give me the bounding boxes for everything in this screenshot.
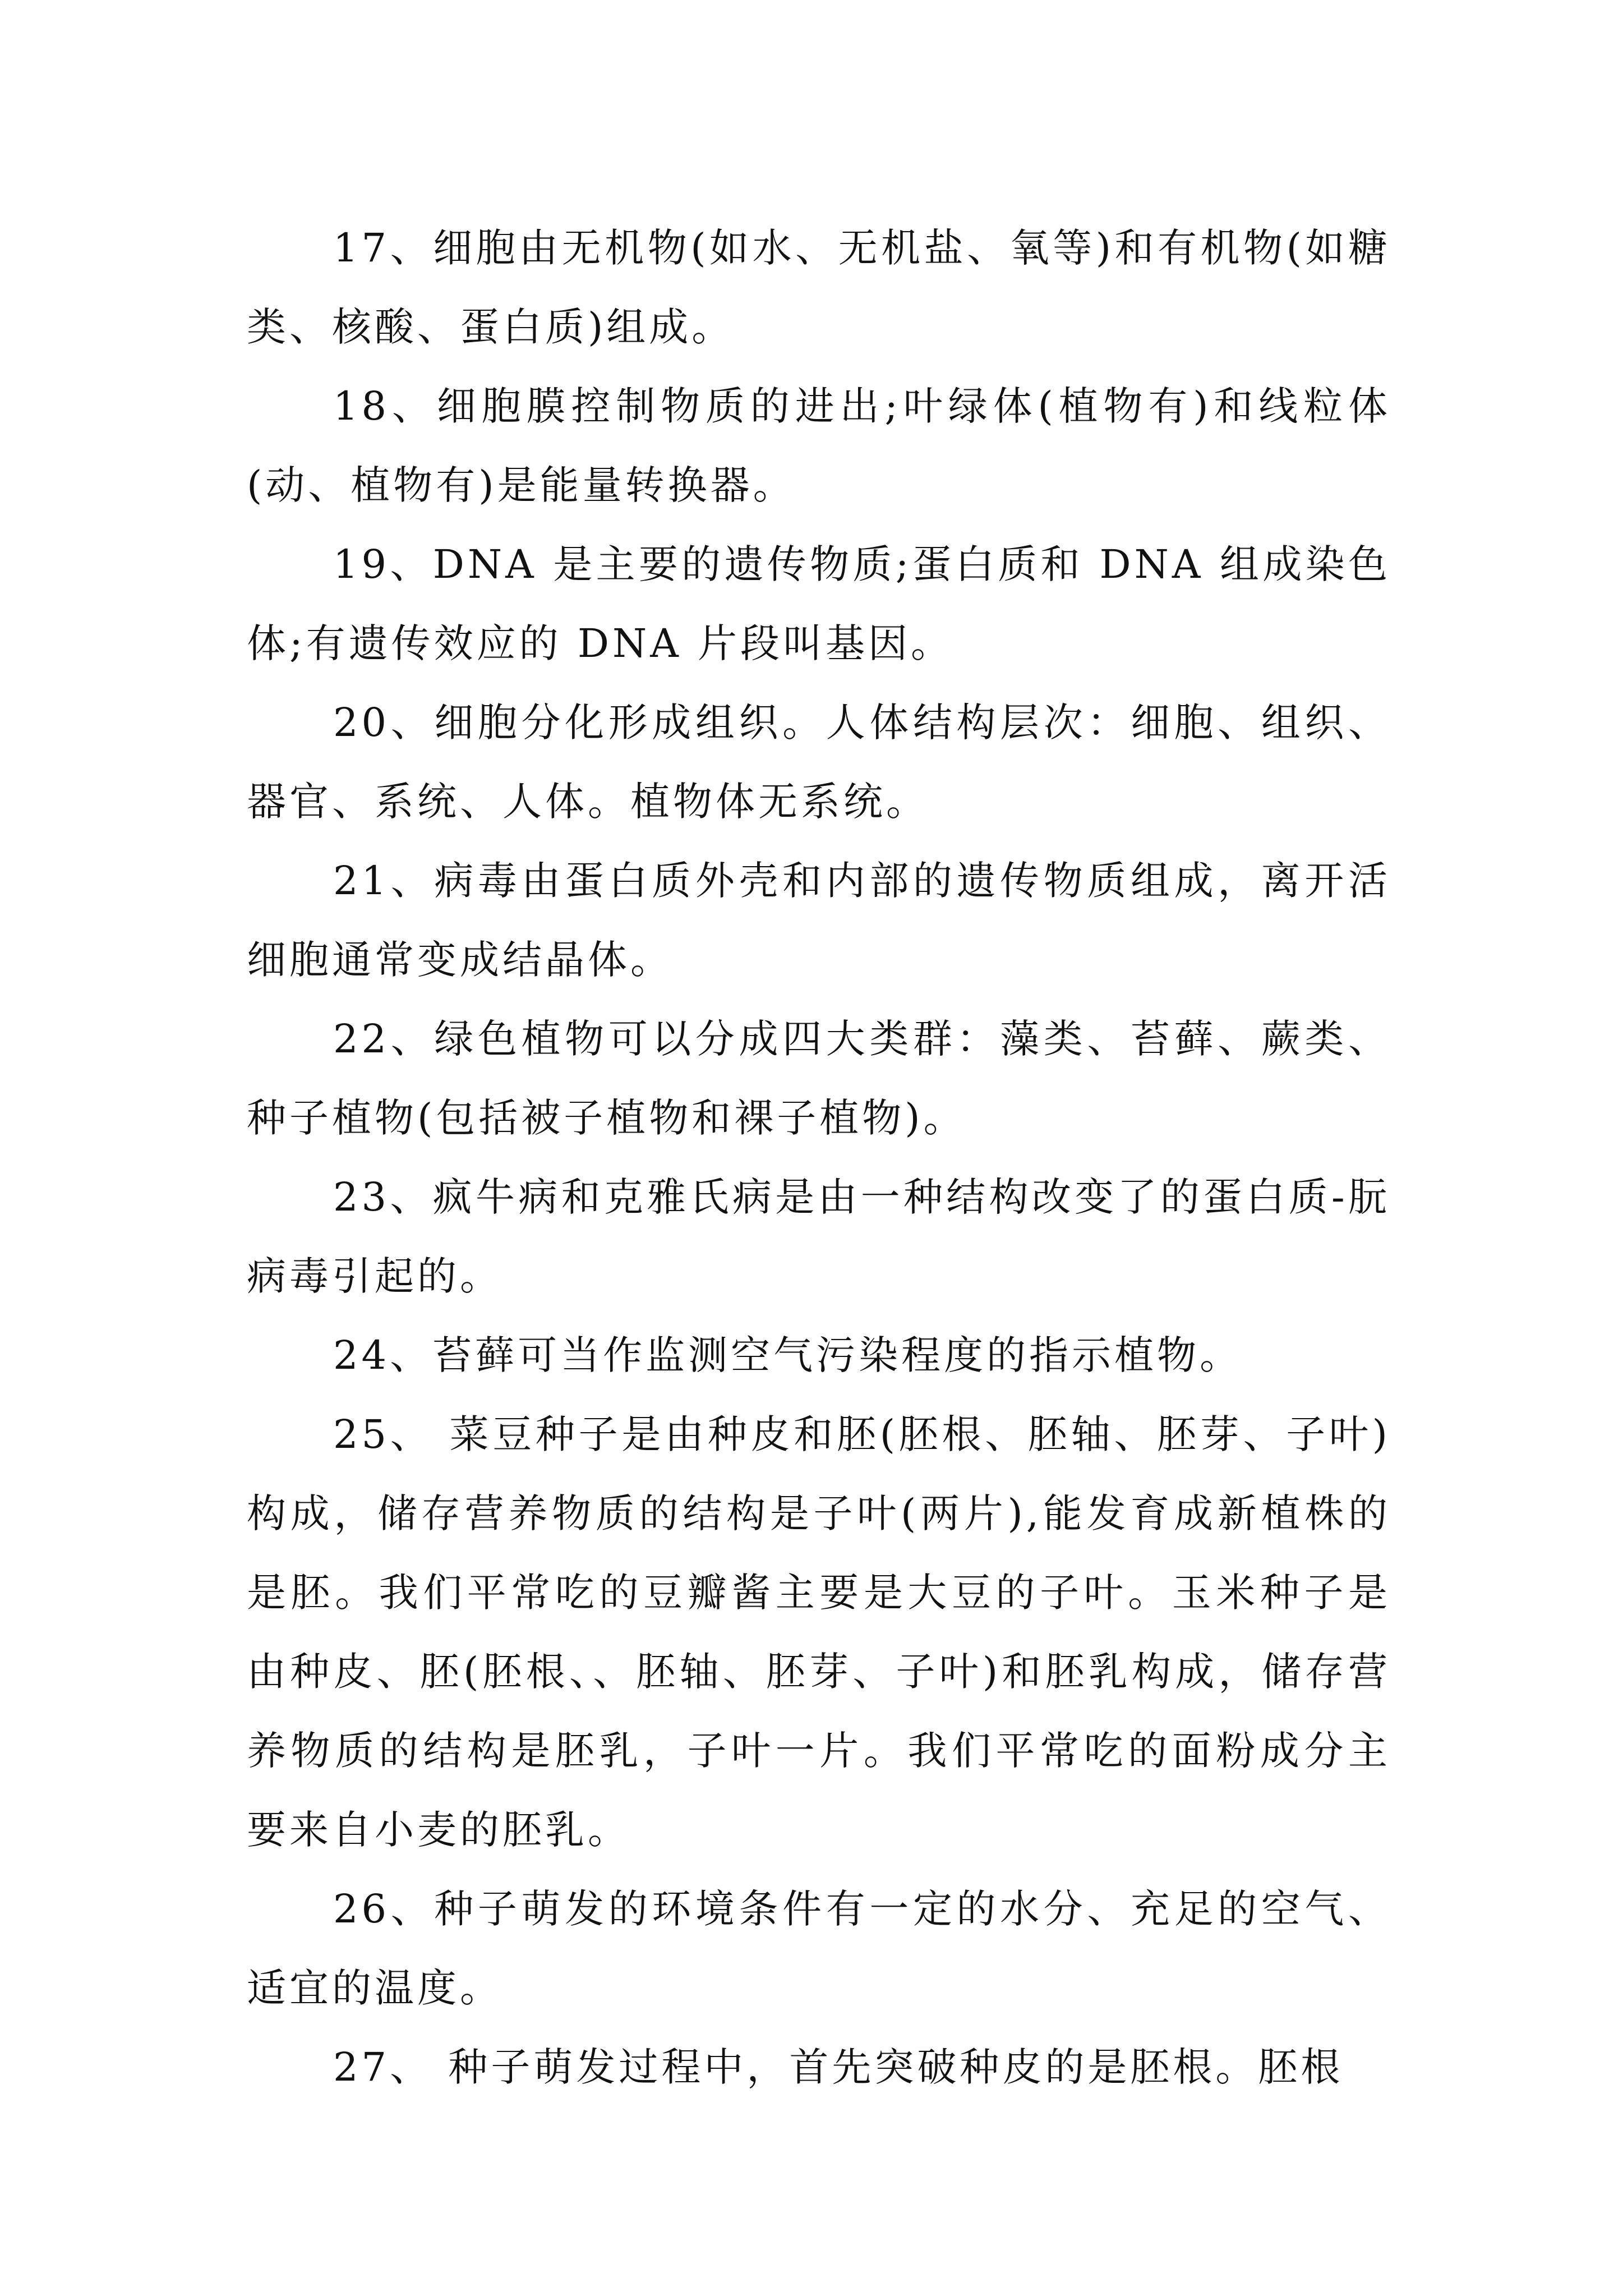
paragraph-20: 20、细胞分化形成组织。人体结构层次：细胞、组织、器官、系统、人体。植物体无系统。 [247,700,1391,825]
paragraph-17: 17、细胞由无机物(如水、无机盐、氧等)和有机物(如糖类、核酸、蛋白质)组成。 [247,225,1391,350]
document-body [247,209,1391,2107]
paragraph-18: 18、细胞膜控制物质的进出;叶绿体(植物有)和线粒体(动、植物有)是能量转换器。 [247,383,1391,508]
paragraph-23: 23、疯牛病和克雅氏病是由一种结构改变了的蛋白质-朊病毒引起的。 [247,1174,1391,1299]
paragraph-27: 27、 种子萌发过程中，首先突破种皮的是胚根。胚根 [333,2044,1344,2090]
paragraph-19: 19、DNA 是主要的遗传物质;蛋白质和 DNA 组成染色体;有遗传效应的 DNA 片段叫基因。 [247,541,1391,666]
paragraph-25: 25、 菜豆种子是由种皮和胚(胚根、胚轴、胚芽、子叶)构成，储存营养物质的结构是子叶(两片),能发育成新植株的是胚。我们平常吃的豆瓣酱主要是大豆的子叶。玉米种子是由种皮、胚(胚根、、胚轴、胚芽、子叶)和胚乳构成，储存营养物质的结构是胚乳，子叶一片。我们平常吃的面粉成分主要来自小麦的胚乳。 [247,1411,1391,1853]
paragraph-21: 21、病毒由蛋白质外壳和内部的遗传物质组成，离开活细胞通常变成结晶体。 [247,858,1391,983]
paragraph-24: 24、苔藓可当作监测空气污染程度的指示植物。 [333,1332,1243,1378]
paragraph-22: 22、绿色植物可以分成四大类群：藻类、苔藓、蕨类、种子植物(包括被子植物和裸子植物)。 [247,1016,1391,1141]
paragraph-26: 26、种子萌发的环境条件有一定的水分、充足的空气、适宜的温度。 [247,1886,1391,2011]
